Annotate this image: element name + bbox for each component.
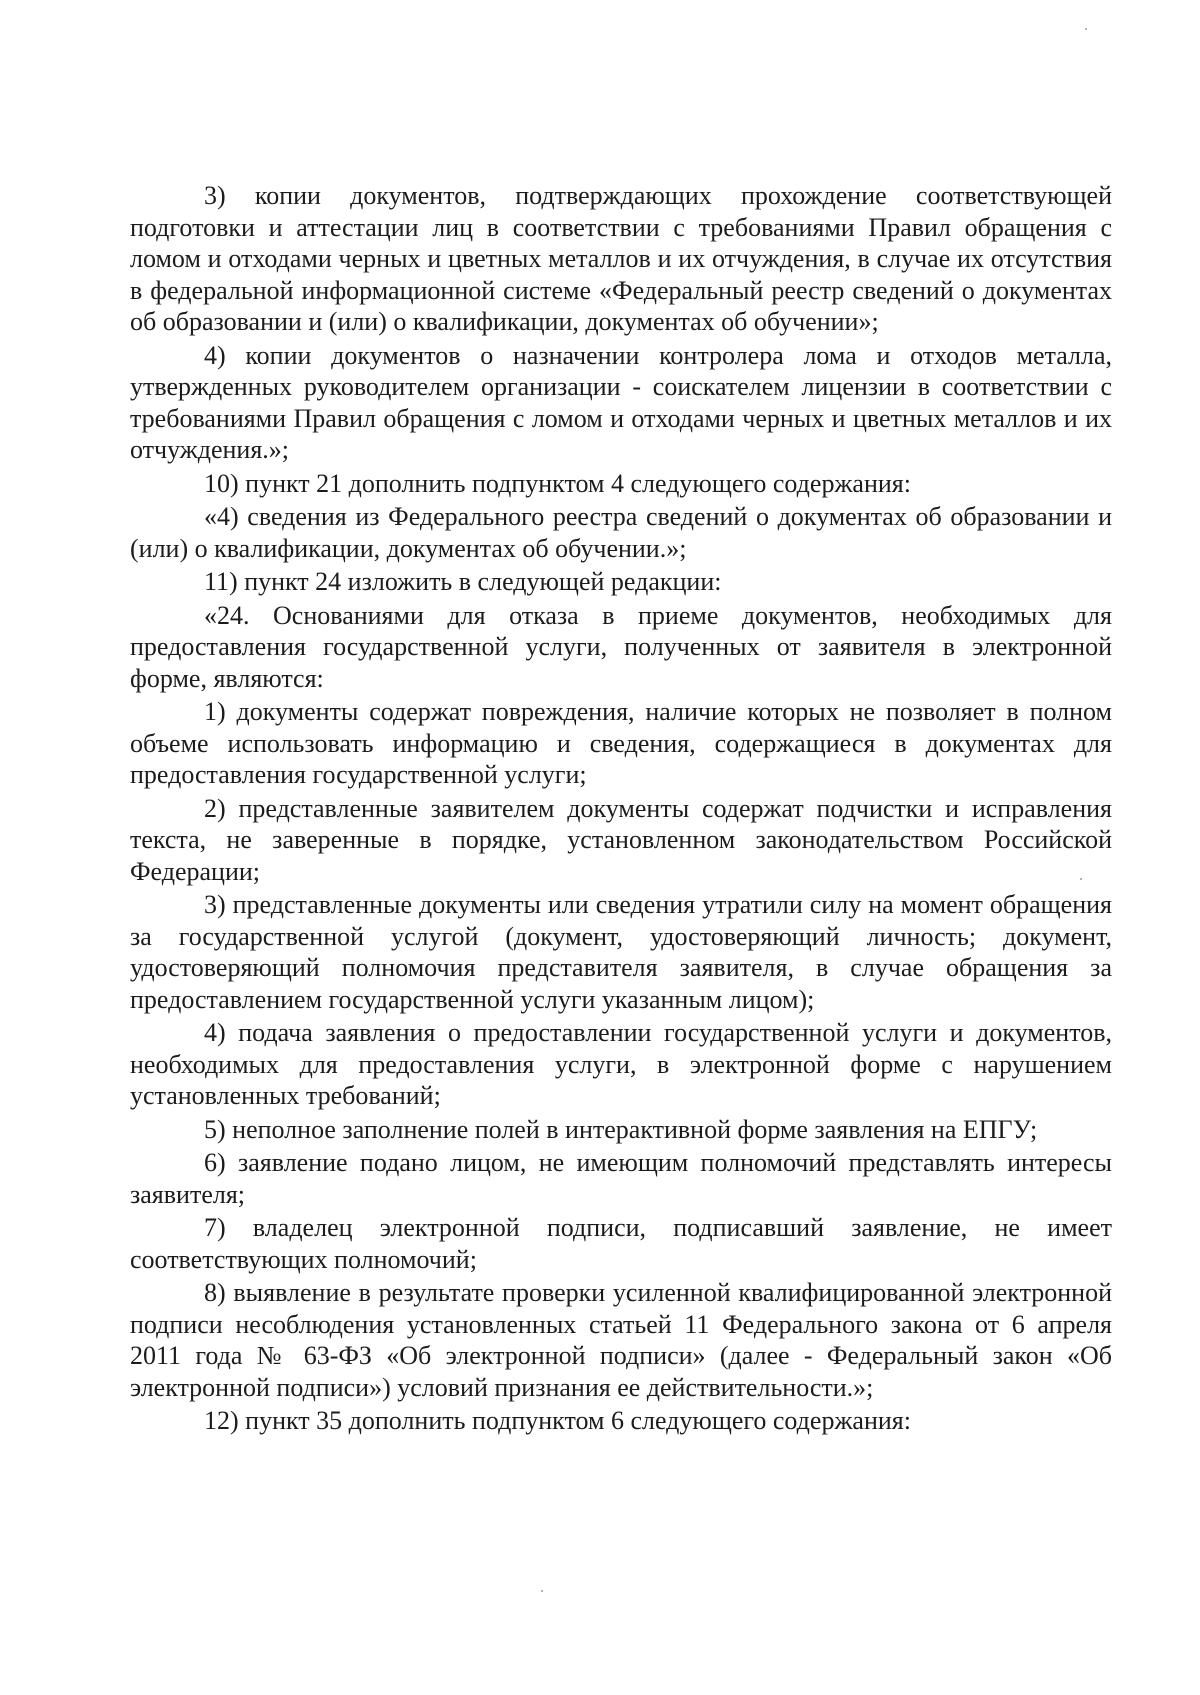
paragraph-amendment-12: 12) пункт 35 дополнить подпунктом 6 следующего содержания:: [204, 1406, 911, 1435]
paragraph-item-3-certification-copies: 3) копии документов, подтверждающих прохождение соответствующей подготовки и аттестации лиц в соответствии с требованиями Правил обращения с ломом и отходами черных и цветных металлов и их отчуждения, в случае их отсутствия в федеральной информационной системе «Федеральный реестр сведений о документах об образовании и (или) о квалификации, документах об обучении»;: [130, 181, 1112, 336]
scan-speck: [1085, 28, 1087, 30]
paragraph-ground-1: 1) документы содержат повреждения, наличие которых не позволяет в полном объеме использовать информацию и сведения, содержащиеся в документах для предоставления государственной услуги;: [130, 697, 1112, 789]
paragraph-clause-24-grounds: «24. Основаниями для отказа в приеме документов, необходимых для предоставления государственной услуги, полученных от заявителя в электронной форме, являются:: [130, 600, 1112, 693]
paragraph-amendment-11: 11) пункт 24 изложить в следующей редакции:: [204, 567, 722, 596]
scan-speck: [1080, 878, 1082, 880]
paragraph-ground-8: 8) выявление в результате проверки усиленной квалифицированной электронной подписи несоблюдения установленных статьей 11 Федерального закона от 6 апреля 2011 года № 63-ФЗ «Об электронной подписи» (далее - Федеральный закон «Об электронной подписи») условий признания ее действительности.»;: [130, 1278, 1112, 1402]
paragraph-ground-2: 2) представленные заявителем документы содержат подчистки и исправления текста, не заверенные в порядке, установленном законодательством Российской Федерации;: [130, 793, 1112, 886]
paragraph-ground-5: 5) неполное заполнение полей в интерактивной форме заявления на ЕПГУ;: [204, 1114, 1038, 1144]
paragraph-ground-4: 4) подача заявления о предоставлении государственной услуги и документов, необходимых для предоставления услуги, в электронной форме с нарушением установленных требований;: [130, 1018, 1112, 1110]
paragraph-quote-item-4-registry: «4) сведения из Федерального реестра сведений о документах об образовании и (или) о квалификации, документах об обучении.»;: [130, 502, 1112, 563]
paragraph-ground-6: 6) заявление подано лицом, не имеющим полномочий представлять интересы заявителя;: [130, 1148, 1112, 1209]
paragraph-ground-3: 3) представленные документы или сведения утратили силу на момент обращения за государственной услугой (документ, удостоверяющий личность; документ, удостоверяющий полномочия представителя заявителя, в случае обращения за предоставлением государственной услуги указанным лицом);: [130, 890, 1112, 1014]
document-body: [130, 180, 1112, 1437]
paragraph-ground-7: 7) владелец электронной подписи, подписавший заявление, не имеет соответствующих полномочий;: [130, 1213, 1112, 1274]
paragraph-amendment-10: 10) пункт 21 дополнить подпунктом 4 следующего содержания:: [204, 468, 911, 498]
paragraph-item-4-controller-appointment: 4) копии документов о назначении контролера лома и отходов металла, утвержденных руководителем организации - соискателем лицензии в соответствии с требованиями Правил обращения с ломом и отходами черных и цветных металлов и их отчуждения.»;: [130, 340, 1112, 464]
scan-speck: [541, 1590, 543, 1592]
